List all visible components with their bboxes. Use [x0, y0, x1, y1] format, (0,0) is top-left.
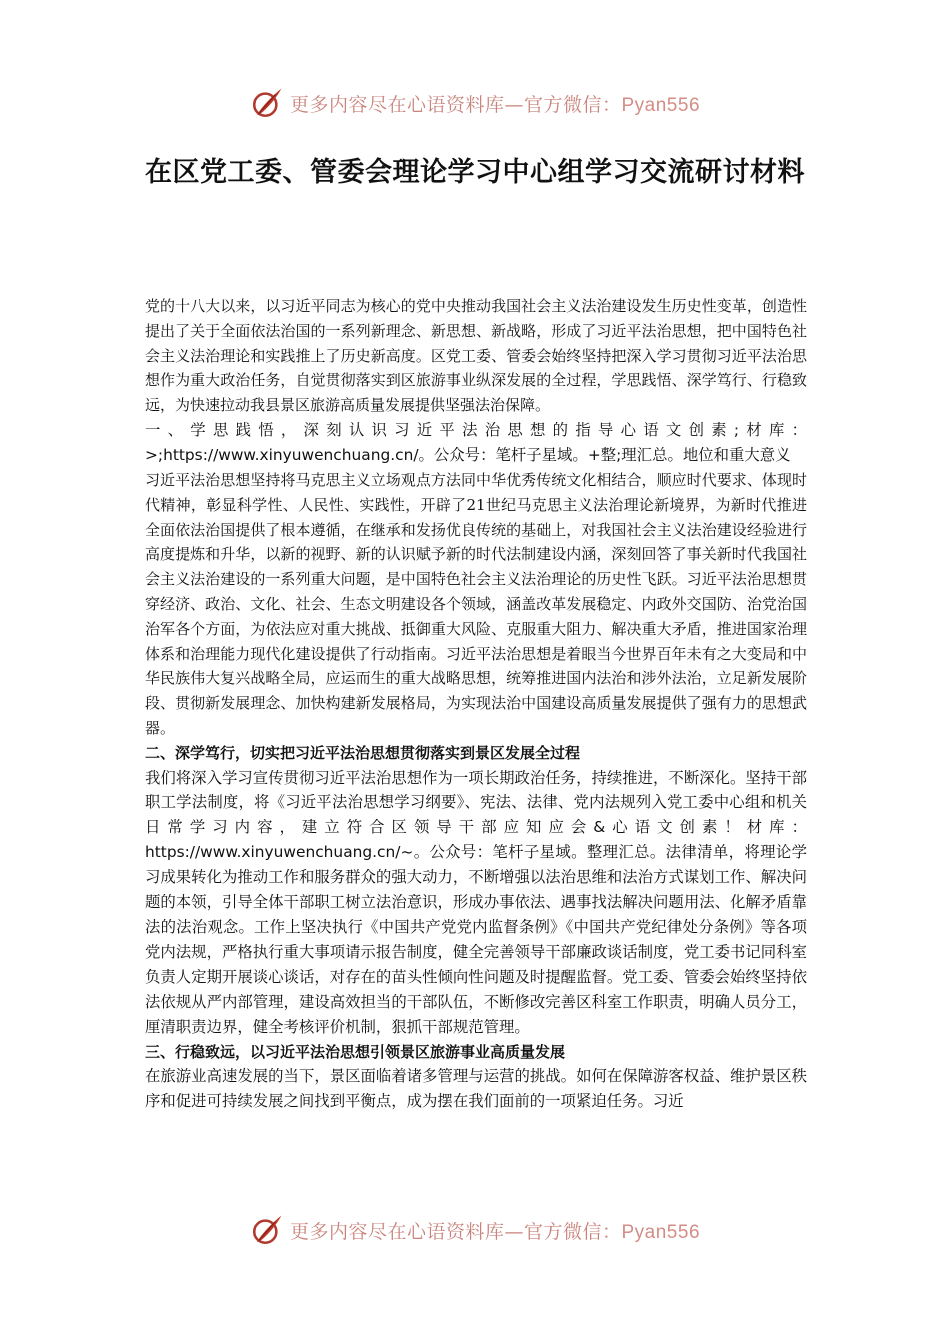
watermark-banner-top — [0, 83, 950, 123]
section-heading-3: 三、行稳致远，以习近平法治思想引领景区旅游事业高质量发展 — [145, 1042, 566, 1061]
intro-paragraph: 党的十八大以来，以习近平同志为核心的党中央推动我国社会主义法治建设发生历史性变革，创造性提出了关于全面依法治国的一系列新理念、新思想、新战略，形成了习近平法治思想，把中国特色社会主义法治理论和实践推上了历史新高度。区党工委、管委会始终坚持把深入学习贯彻习近平法治思想作为重大政治任务，自觉贯彻落实到区旅游事业纵深发展的全过程，学思践悟、深学笃行、行稳致远，为快速拉动我县景区旅游高质量发展提供坚强法治保障。 — [145, 297, 807, 415]
quill-logo-icon — [250, 1213, 284, 1247]
wechat-id: Pyan556 — [621, 1221, 701, 1243]
watermark-text: 更多内容尽在心语资料库—官方微信：Pyan556 — [289, 93, 701, 116]
watermark-banner-bottom — [0, 1210, 950, 1250]
section-3-paragraph: 在旅游业高速发展的当下，景区面临着诸多管理与运营的挑战。如何在保障游客权益、维护景区秩序和促进可持续发展之间找到平衡点，成为摆在我们面前的一项紧迫任务。习近 — [145, 1067, 807, 1111]
section-heading-2: 二、深学笃行，切实把习近平法治思想贯彻落实到景区发展全过程 — [145, 743, 581, 762]
document-title: 在区党工委、管委会理论学习中心组学习交流研讨材料 — [145, 157, 805, 188]
document-body — [145, 294, 807, 1114]
section-1-paragraph: 习近平法治思想坚持将马克思主义立场观点方法同中华优秀传统文化相结合，顺应时代要求、体现时代精神，彰显科学性、人民性、实践性，开辟了21世纪马克思主义法治理论新境界，为新时代推进全面依法治国提供了根本遵循，在继承和发扬优良传统的基础上，对我国社会主义法治建设经验进行高度提炼和升华，以新的视野、新的认识赋予新的时代法制建设内涵，深刻回答了事关新时代我国社会主义法治建设的一系列重大问题，是中国特色社会主义法治理论的历史性飞跃。习近平法治思想贯穿经济、政治、文化、社会、生态文明建设各个领域，涵盖改革发展稳定、内政外交国防、治党治国治军各个方面，为依法应对重大挑战、抵御重大风险、克服重大阻力、解决重大矛盾，推进国家治理体系和治理能力现代化建设提供了行动指南。习近平法治思想是着眼当今世界百年未有之大变局和中华民族伟大复兴战略全局，应运而生的重大战略思想，统筹推进国内法治和涉外法治，立足新发展阶段、贯彻新发展理念、加快构建新发展格局，为实现法治中国建设高质量发展提供了强有力的思想武器。 — [145, 470, 807, 737]
section-2-paragraph: 我们将深入学习宣传贯彻习近平法治思想作为一项长期政治任务，持续推进，不断深化。坚持干部职工学法制度，将《习近平法治思想学习纲要》、宪法、法律、党内法规列入党工委中心组和机关日常学习内容，建立符合区领导干部应知应会&心语文创素！材库：https://www.xinyuwenchuang.cn/~。公众号：笔杆子星域。整理汇总。法律清单，将理论学习成果转化为推动工作和服务群众的强大动力，不断增强以法治思维和法治方式谋划工作、解决问题的本领，引导全体干部职工树立法治意识，形成办事依法、遇事找法解决问题用法、化解矛盾靠法的法治观念。工作上坚决执行《中国共产党党内监督条例》《中国共产党纪律处分条例》等各项党内法规，严格执行重大事项请示报告制度，健全完善领导干部廉政谈话制度，党工委书记同科室负责人定期开展谈心谈话，对存在的苗头性倾向性问题及时提醒监督。党工委、管委会始终坚持依法依规从严内部管理，建设高效担当的干部队伍，不断修改完善区科室工作职责，明确人员分工，厘清职责边界，健全考核评价机制，狠抓干部规范管理。 — [145, 768, 807, 1036]
wechat-id: Pyan556 — [621, 94, 701, 116]
watermark-text: 更多内容尽在心语资料库—官方微信：Pyan556 — [289, 1220, 701, 1243]
quill-logo-icon — [250, 86, 284, 120]
section-heading-1: 一、学思践悟，深刻认识习近平法治思想的指导心语文创素;材库：>;https://www.xinyuwenchuang.cn/。公众号：笔杆子星域。+整;理汇总。地位和重大意义 — [145, 420, 807, 464]
